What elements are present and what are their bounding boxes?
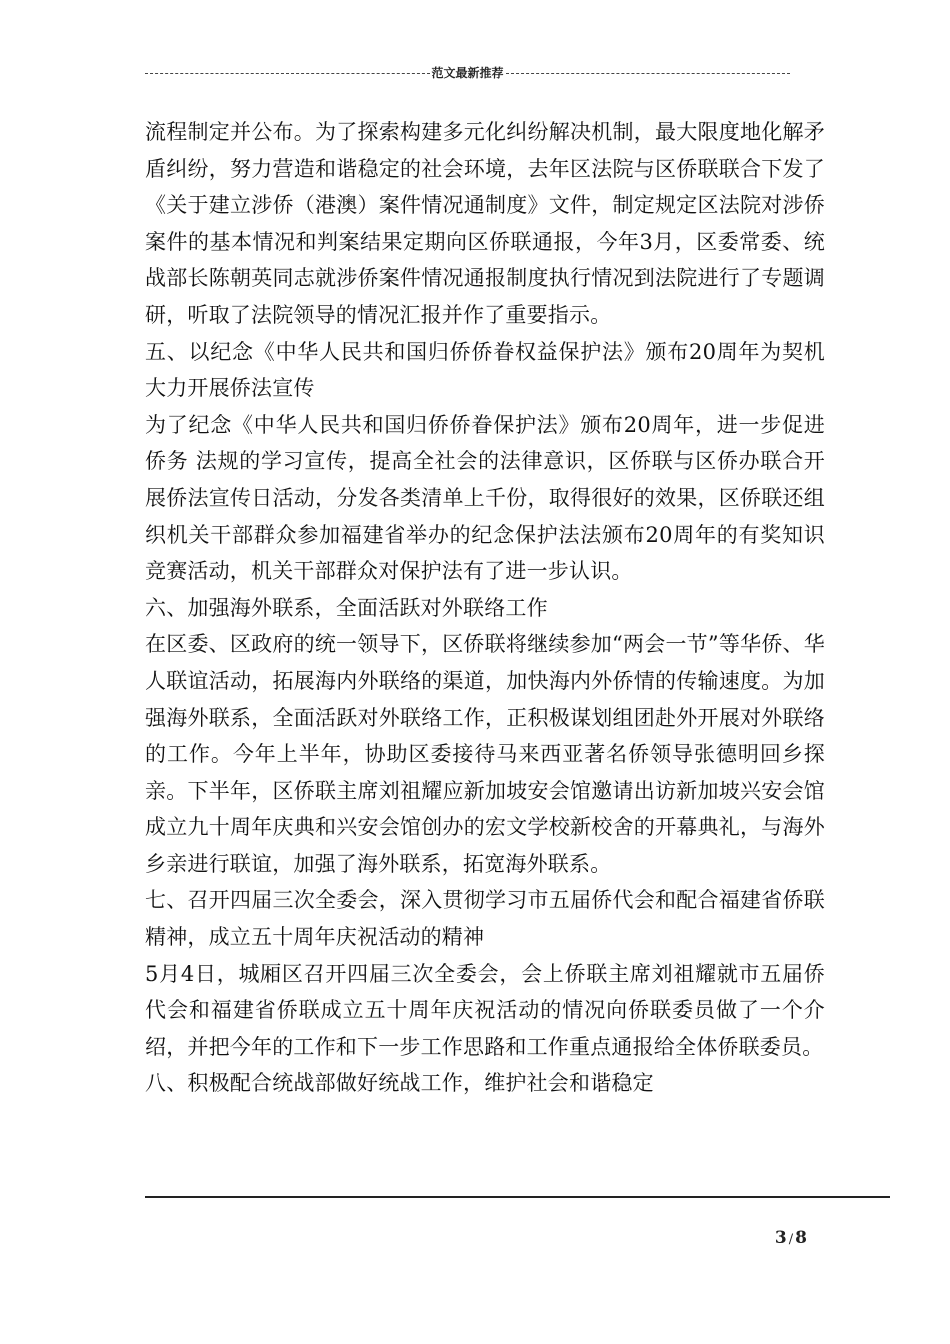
page-header: [145, 64, 790, 81]
section-heading-7: 七、召开四届三次全委会，深入贯彻学习市五届侨代会和配合福建省侨联精神，成立五十周年庆祝活动的精神: [145, 888, 825, 950]
paragraph-court-cooperation: 流程制定并公布。为了探索构建多元化纠纷解决机制，最大限度地化解矛盾纠纷，努力营造和谐稳定的社会环境，去年区法院与区侨联联合下发了《关于建立涉侨（港澳）案件情况通制度》文件，制定规定区法院对涉侨案件的基本情况和判案结果定期向区侨联通报，今年3月，区委常委、统战部长陈朝英同志就涉侨案件情况通报制度执行情况到法院进行了专题调研，听取了法院领导的情况汇报并作了重要指示。: [145, 120, 825, 327]
page-separator: /: [788, 1232, 794, 1247]
document-body: [145, 114, 825, 1102]
footer-rule: [145, 1196, 890, 1198]
section-heading-8: 八、积极配合统战部做好统战工作，维护社会和谐稳定: [145, 1071, 654, 1096]
paragraph-overseas-liaison: 在区委、区政府的统一领导下，区侨联将继续参加“两会一节”等华侨、华人联谊活动，拓展海内外联络的渠道，加快海内外侨情的传输速度。为加强海外联系，全面活跃对外联络工作，正积极谋划组团赴外开展对外联络的工作。今年上半年，协助区委接待马来西亚著名侨领导张德明回乡探亲。下半年，区侨联主席刘祖耀应新加坡安会馆邀请出访新加坡兴安会馆成立九十周年庆典和兴安会馆创办的宏文学校新校舍的开幕典礼，与海外乡亲进行联谊，加强了海外联系，拓宽海外联系。: [145, 632, 825, 876]
header-label: 范文最新推荐: [431, 66, 504, 80]
paragraph-law-promotion: 为了纪念《中华人民共和国归侨侨眷保护法》颁布20周年，进一步促进侨务 法规的学习宣传，提高全社会的法律意识，区侨联与区侨办联合开展侨法宣传日活动，分发各类清单上千份，取得很好的效果，区侨联还组织机关干部群众参加福建省举办的纪念保护法法颁布20周年的有奖知识竞赛活动，机关干部群众对保护法有了进一步认识。: [145, 412, 825, 584]
paragraph-plenary-meeting: 5月4日，城厢区召开四届三次全委会，会上侨联主席刘祖耀就市五届侨代会和福建省侨联成立五十周年庆祝活动的情况向侨联委员做了一个介绍，并把今年的工作和下一步工作思路和工作重点通报给全体侨联委员。: [145, 961, 825, 1059]
section-heading-6: 六、加强海外联系，全面活跃对外联络工作: [145, 595, 548, 620]
page-total: 8: [795, 1228, 807, 1248]
header-dash-left: [145, 73, 430, 74]
header-dash-right: [506, 73, 791, 74]
section-heading-5: 五、以纪念《中华人民共和国归侨侨眷权益保护法》颁布20周年为契机大力开展侨法宣传: [145, 339, 825, 401]
page-current: 3: [774, 1228, 787, 1248]
page-number: [775, 1228, 807, 1248]
